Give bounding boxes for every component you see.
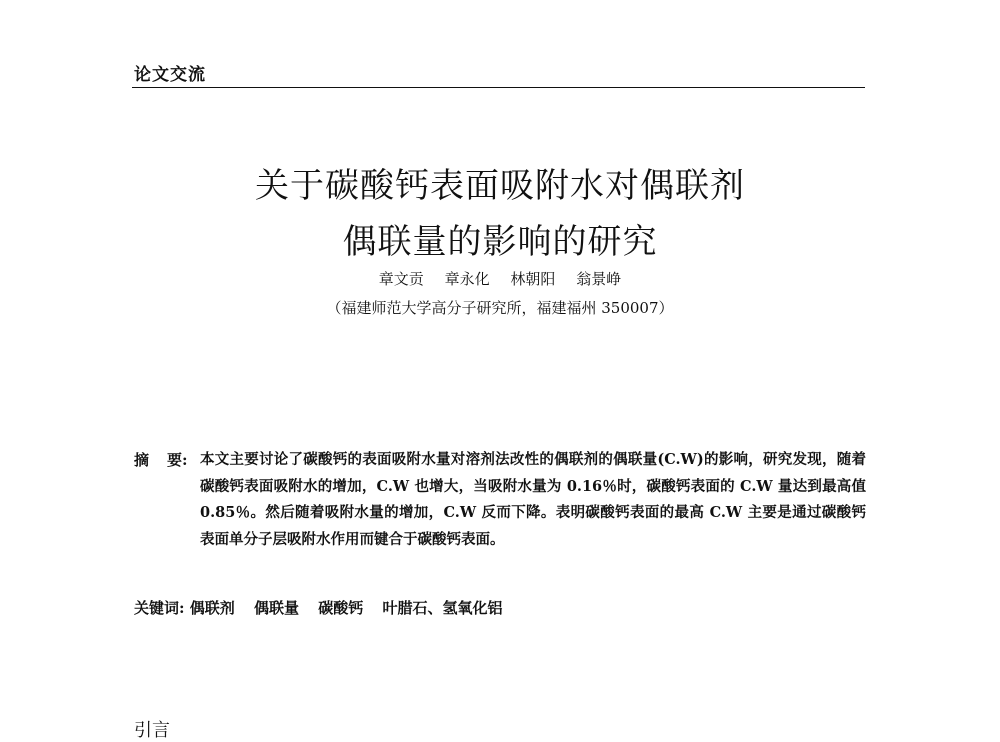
abstract-label-a: 摘 [134,451,150,469]
keyword-2: 偶联量 [254,599,300,617]
author-2: 章永化 [444,270,490,288]
intro-heading: 引言 [134,720,170,741]
affiliation: （福建师范大学高分子研究所，福建福州 350007） [326,299,674,317]
keyword-4: 叶腊石、氢氧化铝 [382,599,503,617]
abstract [134,447,866,553]
author-4: 翁景峥 [576,270,622,288]
keywords-label: 关键词: [134,599,185,617]
title-line-1: 关于碳酸钙表面吸附水对偶联剂 [255,166,745,206]
author-3: 林朝阳 [510,270,556,288]
keyword-1: 偶联剂 [189,599,235,617]
title-line-2: 偶联量的影响的研究 [342,222,658,262]
author-list [0,268,1000,289]
section-header: 论文交流 [134,65,206,85]
keywords [134,597,517,618]
keyword-3: 碳酸钙 [318,599,364,617]
abstract-text: 本文主要讨论了碳酸钙的表面吸附水量对溶剂法改性的偶联剂的偶联量(C.W)的影响，研究发现，随着碳酸钙表面吸附水的增加，C.W 也增大，当吸附水量为 0.16％时，碳酸钙表面的 C.W 量达到最高值 0.85％。然后随着吸附水量的增加，C.W 反而下降。表明碳酸钙表面的最高 C.W 主要是通过碳酸钙表面单分子层吸附水作用而键合于碳酸钙表面。 [200,451,866,548]
author-1: 章文贡 [378,270,424,288]
header-rule [132,87,865,88]
abstract-label-b: 要: [167,451,188,469]
abstract-label [134,447,200,474]
